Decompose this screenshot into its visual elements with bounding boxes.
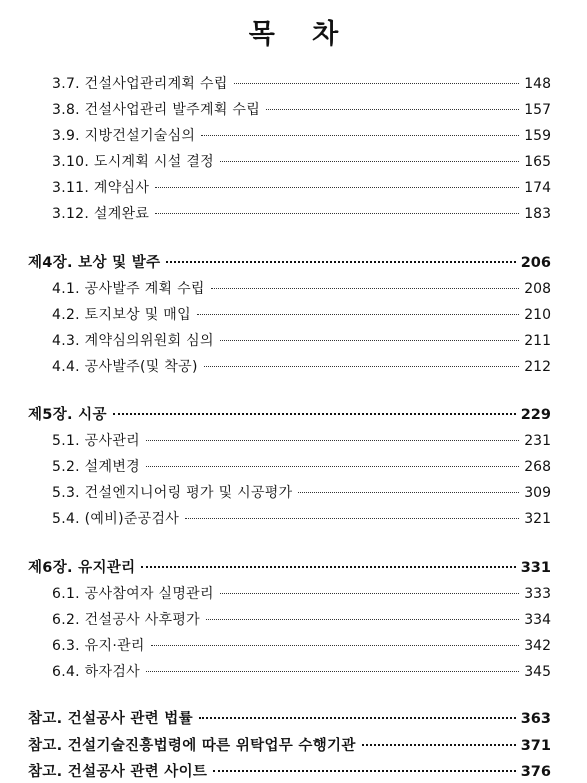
dot-leader (151, 645, 520, 646)
dot-leader (298, 492, 519, 493)
toc-entry-page: 334 (524, 612, 551, 628)
toc-entry-label: 3.10. 도시계획 시설 결정 (52, 154, 214, 170)
toc-entry-page: 211 (524, 333, 551, 349)
dot-leader (113, 413, 516, 415)
toc-entry[interactable] (52, 304, 551, 324)
dot-leader (266, 109, 519, 110)
toc-entry-label: 5.2. 설계변경 (52, 459, 140, 475)
toc-appendix[interactable] (28, 760, 551, 781)
toc-entry[interactable] (52, 151, 551, 171)
toc-entry[interactable] (52, 278, 551, 298)
toc-entry-page: 165 (524, 154, 551, 170)
toc-entry[interactable] (52, 356, 551, 376)
toc-entry[interactable] (52, 430, 551, 450)
toc-entry[interactable] (52, 635, 551, 655)
toc-entry[interactable] (52, 583, 551, 603)
toc-entry[interactable] (52, 456, 551, 476)
toc-appendix-label: 참고. 건설공사 관련 법률 (28, 711, 193, 727)
toc-entry-label: 3.9. 지방건설기술심의 (52, 128, 196, 144)
dot-leader (146, 440, 519, 441)
toc-entry-label: 5.1. 공사관리 (52, 433, 140, 449)
toc-appendix-page: 363 (520, 711, 551, 727)
toc-entry-label: 5.3. 건설엔지니어링 평가 및 시공평가 (52, 485, 293, 501)
toc-entry-page: 345 (524, 664, 551, 680)
dot-leader (204, 366, 520, 367)
toc-entry-label: 3.7. 건설사업관리계획 수립 (52, 76, 228, 92)
toc-entry-label: 6.4. 하자검사 (52, 664, 140, 680)
toc-entry[interactable] (52, 508, 551, 528)
toc-entry-page: 321 (524, 511, 551, 527)
toc-entry-label: 3.8. 건설사업관리 발주계획 수립 (52, 102, 261, 118)
toc-entry-label: 3.11. 계약심사 (52, 180, 150, 196)
dot-leader (362, 744, 516, 746)
dot-leader (146, 466, 519, 467)
dot-leader (206, 619, 519, 620)
toc-chapter-page: 229 (520, 407, 551, 423)
toc-appendix-label: 참고. 건설공사 관련 사이트 (28, 764, 208, 780)
toc-appendix-page: 371 (520, 738, 551, 754)
toc-entry-page: 157 (524, 102, 551, 118)
toc-chapter-label: 제5장. 시공 (28, 407, 107, 423)
toc-entry[interactable] (52, 73, 551, 93)
toc-appendix[interactable] (28, 707, 551, 728)
toc-entry-page: 212 (524, 359, 551, 375)
toc-entry-label: 4.3. 계약심의위원회 심의 (52, 333, 214, 349)
toc-entry-page: 309 (524, 485, 551, 501)
dot-leader (155, 187, 519, 188)
toc-appendix-label: 참고. 건설기술진흥법령에 따른 위탁업무 수행기관 (28, 738, 356, 754)
toc-entry-label: 6.3. 유지·관리 (52, 638, 145, 654)
toc-entry[interactable] (52, 482, 551, 502)
dot-leader (220, 340, 519, 341)
toc-entry-page: 342 (524, 638, 551, 654)
toc-entry[interactable] (52, 125, 551, 145)
page-title: 목 차 (248, 19, 353, 50)
toc-entry[interactable] (52, 330, 551, 350)
dot-leader (234, 83, 520, 84)
toc-entry-label: 3.12. 설계완료 (52, 206, 150, 222)
dot-leader (220, 161, 519, 162)
dot-leader (199, 717, 516, 719)
toc-entry-label: 4.4. 공사발주(및 착공) (52, 359, 198, 375)
toc-chapter[interactable] (28, 403, 551, 424)
toc-entry[interactable] (52, 99, 551, 119)
toc-entry-label: 6.2. 건설공사 사후평가 (52, 612, 201, 628)
toc-appendix-page: 376 (520, 764, 551, 780)
toc-chapter[interactable] (28, 556, 551, 577)
toc-chapter-label: 제6장. 유지관리 (28, 560, 136, 576)
toc-entry-page: 268 (524, 459, 551, 475)
dot-leader (211, 288, 520, 289)
toc-entry[interactable] (52, 609, 551, 629)
toc-entry-page: 159 (524, 128, 551, 144)
dot-leader (155, 213, 519, 214)
toc-entry-page: 208 (524, 281, 551, 297)
toc-chapter[interactable] (28, 251, 551, 272)
dot-leader (141, 566, 515, 568)
dot-leader (185, 518, 519, 519)
dot-leader (166, 261, 515, 263)
toc-chapter-page: 331 (520, 560, 551, 576)
toc-appendix[interactable] (28, 734, 551, 755)
toc-entry-page: 183 (524, 206, 551, 222)
toc-entry-page: 148 (524, 76, 551, 92)
dot-leader (220, 593, 519, 594)
dot-leader (197, 314, 519, 315)
dot-leader (146, 671, 519, 672)
toc-entry-page: 210 (524, 307, 551, 323)
toc-entry-label: 4.1. 공사발주 계획 수립 (52, 281, 205, 297)
toc-entry-page: 231 (524, 433, 551, 449)
toc-entry-label: 6.1. 공사참여자 실명관리 (52, 586, 214, 602)
toc-entry-page: 333 (524, 586, 551, 602)
toc-chapter-label: 제4장. 보상 및 발주 (28, 255, 161, 271)
dot-leader (213, 770, 515, 772)
toc-entry-label: 5.4. (예비)준공검사 (52, 511, 180, 527)
toc-entry[interactable] (52, 661, 551, 681)
toc-chapter-page: 206 (520, 255, 551, 271)
toc-entry-label: 4.2. 토지보상 및 매입 (52, 307, 191, 323)
toc-entry[interactable] (52, 203, 551, 223)
toc-entry[interactable] (52, 177, 551, 197)
dot-leader (201, 135, 519, 136)
toc-entry-page: 174 (524, 180, 551, 196)
